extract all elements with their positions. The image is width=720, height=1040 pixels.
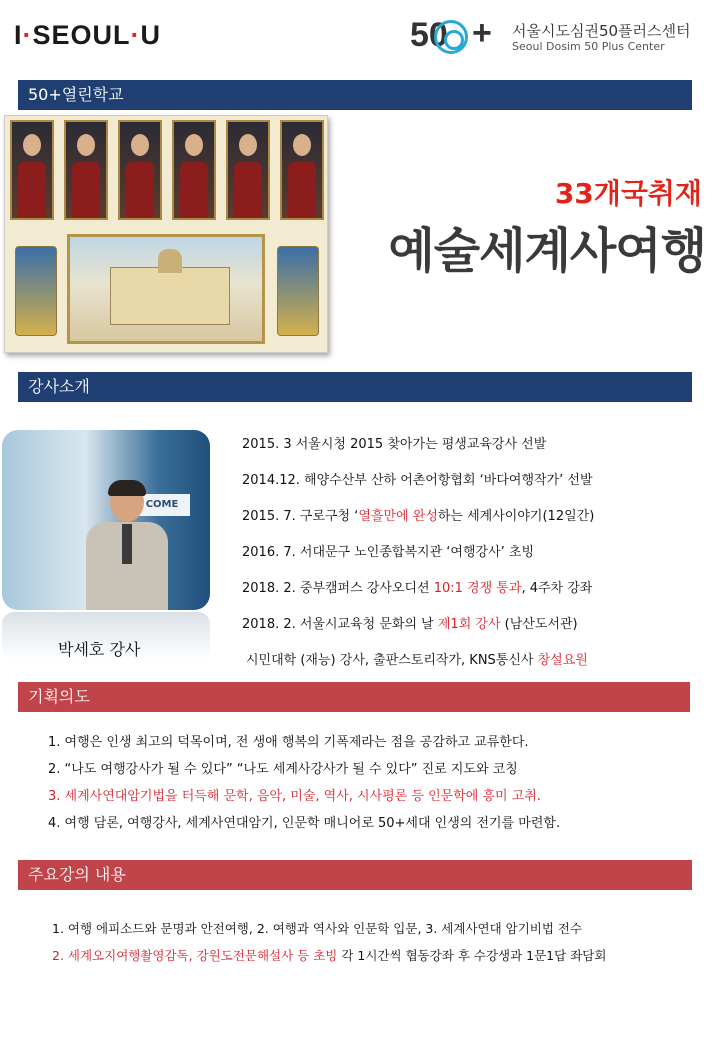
photo-sign: COME <box>134 494 190 516</box>
portrait <box>64 120 108 220</box>
section-bar-instructor: 강사소개 <box>18 372 692 402</box>
portrait <box>226 120 270 220</box>
career-highlight: 창설요원 <box>537 653 588 668</box>
figure-tie <box>122 524 132 564</box>
lecture-item <box>52 945 716 972</box>
portrait-row <box>5 120 328 222</box>
lecture-item: 1. 여행 에피소드와 문명과 안전여행, 2. 여행과 역사와 인문학 입문, 3. 세계사연대 암기비법 전수 <box>52 921 583 936</box>
palace-building <box>110 267 230 325</box>
center-logo-plus: + <box>472 14 492 52</box>
instructor-name: 박세호 강사 <box>58 640 141 659</box>
lecture-number: 2. <box>52 948 68 963</box>
instructor-photo <box>2 430 210 610</box>
career-item: 2014.12. 해양수산부 산하 어촌어항협회 ‘바다여행작가’ 선발 <box>242 473 593 488</box>
seoul-logo-u: U <box>140 20 162 50</box>
seoul-logo <box>14 20 161 51</box>
center-logo-mark: 50 <box>410 16 448 54</box>
section-bar-intent: 기획의도 <box>18 682 690 712</box>
career-text: 하는 세계사이야기(12일간) <box>437 509 595 524</box>
crest-left <box>15 246 57 336</box>
figure-hair <box>108 480 146 496</box>
logo-dot: · <box>130 20 141 50</box>
portrait <box>280 120 324 220</box>
career-highlight: 10:1 경쟁 통과 <box>433 581 522 596</box>
center-logo <box>410 14 710 60</box>
portrait <box>118 120 162 220</box>
lecture-highlight: 세계오지여행촬영감독, 강원도전문해설사 등 초빙 <box>67 948 338 963</box>
program-title: 예술세계사여행 <box>388 223 706 279</box>
career-item <box>242 650 712 686</box>
career-item <box>242 578 712 614</box>
center-logo-ring-icon <box>434 20 468 54</box>
hero-image <box>4 115 328 353</box>
career-highlight: 제1회 강사 <box>437 617 501 632</box>
intent-item: 1. 여행은 인생 최고의 덕목이며, 전 생애 행복의 기폭제라는 점을 공감하고 교류한다. <box>48 735 529 750</box>
career-text: 2018. 2. 중부캠퍼스 강사오디션 <box>242 581 434 596</box>
program-subtitle: 33개국취재 <box>554 177 702 210</box>
intent-list <box>48 732 716 840</box>
palace-tower <box>158 249 182 273</box>
section-bar-program: 50+열린학교 <box>18 80 692 110</box>
center-logo-name-en: Seoul Dosim 50 Plus Center <box>512 40 665 53</box>
career-list <box>242 434 712 686</box>
seoul-logo-i: I <box>14 20 23 50</box>
career-text: 2018. 2. 서울시교육청 문화의 날 <box>242 617 438 632</box>
lecture-list <box>52 918 716 972</box>
instructor-figure <box>86 482 166 610</box>
intent-item: 4. 여행 담론, 여행강사, 세계사연대암기, 인문학 매니어로 50+세대 인생의 전기를 마련함. <box>48 816 561 831</box>
portrait <box>172 120 216 220</box>
lecture-text: 각 1시간씩 협동강좌 후 수강생과 1문1답 좌담회 <box>337 948 607 963</box>
center-logo-name-ko: 서울시도심권50플러스센터 <box>512 22 691 40</box>
career-highlight: 열흘만에 완성 <box>358 509 438 524</box>
career-item: 2015. 3 서울시청 2015 찾아가는 평생교육강사 선발 <box>242 437 547 452</box>
career-text: 2015. 7. 구로구청 ‘ <box>242 509 359 524</box>
career-text: (남산도서관) <box>500 617 578 632</box>
seoul-logo-seoul: SEOUL <box>32 20 131 50</box>
portrait <box>10 120 54 220</box>
section-bar-lecture: 주요강의 내용 <box>18 860 692 890</box>
crest-right <box>277 246 319 336</box>
intent-item: 2. “나도 여행강사가 될 수 있다” “나도 세계사강사가 될 수 있다” 진로 지도와 코칭 <box>48 762 518 777</box>
career-item <box>242 506 712 542</box>
career-item: 2016. 7. 서대문구 노인종합복지관 ‘여행강사’ 초빙 <box>242 545 535 560</box>
career-text: 시민대학 (재능) 강사, 출판스토리작가, KNS통신사 <box>246 653 538 668</box>
career-item <box>242 614 712 650</box>
palace-scene <box>67 234 265 344</box>
intent-item: 3. 세계사연대암기법을 터득해 문학, 음악, 미술, 역사, 시사평론 등 인문학에 흥미 고취. <box>48 789 541 804</box>
career-text: , 4주차 강좌 <box>521 581 593 596</box>
logo-dot: · <box>22 20 33 50</box>
